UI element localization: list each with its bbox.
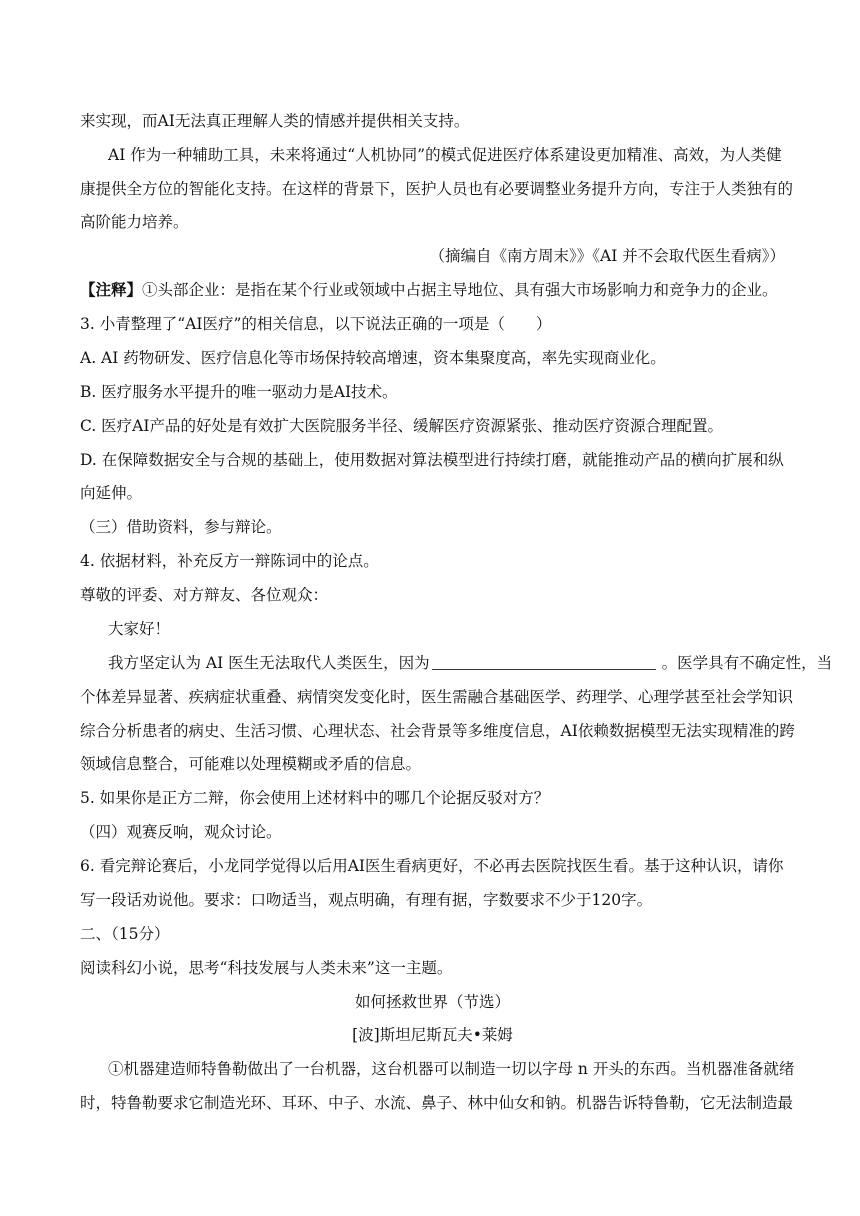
text-line: 来实现，而AI无法真正理解人类的情感并提供相关支持。 bbox=[80, 112, 470, 130]
speech-line: 综合分析患者的病史、生活习惯、心理状态、社会背景等多维度信息，AI依赖数据模型无法实现精准的跨 bbox=[80, 722, 795, 740]
argument-text-cont: 。医学具有不确定性，当 bbox=[661, 654, 833, 672]
note-label: 【注释】 bbox=[80, 280, 143, 299]
story-title: 如何拯救世界（节选） bbox=[354, 993, 510, 1011]
question-6: 6. 看完辩论赛后，小龙同学觉得以后用AI医生看病更好，不必再去医院找医生看。基于这种认识，请你 bbox=[80, 857, 784, 875]
paragraph-line: 康提供全方位的智能化支持。在这样的背景下，医护人员也有必要调整业务提升方向，专注于人类独有的 bbox=[80, 180, 794, 198]
paragraph-line: 高阶能力培养。 bbox=[80, 213, 189, 231]
question-5: 5. 如果你是正方二辩，你会使用上述材料中的哪几个论据反驳对方？ bbox=[80, 789, 550, 807]
speech-argument-line bbox=[108, 652, 833, 674]
question-6-continued: 写一段话劝说他。要求：口吻适当，观点明确，有理有据，字数要求不少于120字。 bbox=[80, 891, 653, 909]
speech-line: 领域信息整合，可能难以处理模糊或矛盾的信息。 bbox=[80, 755, 422, 773]
speech-greeting: 尊敬的评委、对方辩友、各位观众： bbox=[80, 586, 329, 604]
part-heading: 二、（15分） bbox=[80, 925, 170, 943]
note-text: ①头部企业：是指在某个行业或领域中占据主导地位、具有强大市场影响力和竞争力的企业。 bbox=[142, 281, 778, 299]
answer-blank[interactable] bbox=[432, 653, 656, 670]
option-d: D. 在保障数据安全与合规的基础上，使用数据对算法模型进行持续打磨，就能推动产品的横向扩展和纵 bbox=[80, 451, 784, 469]
option-a: A. AI 药物研发、医疗信息化等市场保持较高增速，资本集聚度高，率先实现商业化。 bbox=[80, 349, 666, 367]
story-author: [波]斯坦尼斯瓦夫•莱姆 bbox=[352, 1026, 513, 1044]
option-c: C. 医疗AI产品的好处是有效扩大医院服务半径、缓解医疗资源紧张、推动医疗资源合理配置。 bbox=[80, 417, 723, 435]
paragraph-line: AI 作为一种辅助工具，未来将通过“人机协同”的模式促进医疗体系建设更加精准、高效，为人类健 bbox=[108, 146, 782, 164]
speech-line: 个体差异显著、疾病症状重叠、病情突发变化时，医生需融合基础医学、药理学、心理学甚至社会学知识 bbox=[80, 688, 794, 706]
question-4: 4. 依据材料，补充反方一辩陈词中的论点。 bbox=[80, 552, 379, 570]
argument-text: 我方坚定认为 AI 医生无法取代人类医生，因为 bbox=[108, 654, 430, 672]
annotation-note bbox=[80, 279, 785, 301]
option-d-continued: 向延伸。 bbox=[80, 484, 143, 502]
question-3: 3. 小青整理了“AI医疗”的相关信息，以下说法正确的一项是（ ） bbox=[80, 315, 552, 333]
speech-hello: 大家好！ bbox=[108, 620, 171, 638]
section-heading: （四）观赛反响，观众讨论。 bbox=[80, 823, 282, 841]
section-heading: （三）借助资料，参与辩论。 bbox=[80, 518, 282, 536]
option-b: B. 医疗服务水平提升的唯一驱动力是AI技术。 bbox=[80, 383, 398, 401]
source-citation: （摘编自《南方周末》》《AI 并不会取代医生看病》） bbox=[429, 247, 785, 265]
story-paragraph: ①机器建造师特鲁勒做出了一台机器，这台机器可以制造一切以字母 n 开头的东西。当机器准备就绪 bbox=[108, 1060, 795, 1078]
story-paragraph: 时，特鲁勒要求它制造光环、耳环、中子、水流、鼻子、林中仙女和钠。机器告诉特鲁勒，它无法制造最 bbox=[80, 1094, 794, 1112]
reading-instruction: 阅读科幻小说，思考“科技发展与人类未来”这一主题。 bbox=[80, 959, 453, 977]
